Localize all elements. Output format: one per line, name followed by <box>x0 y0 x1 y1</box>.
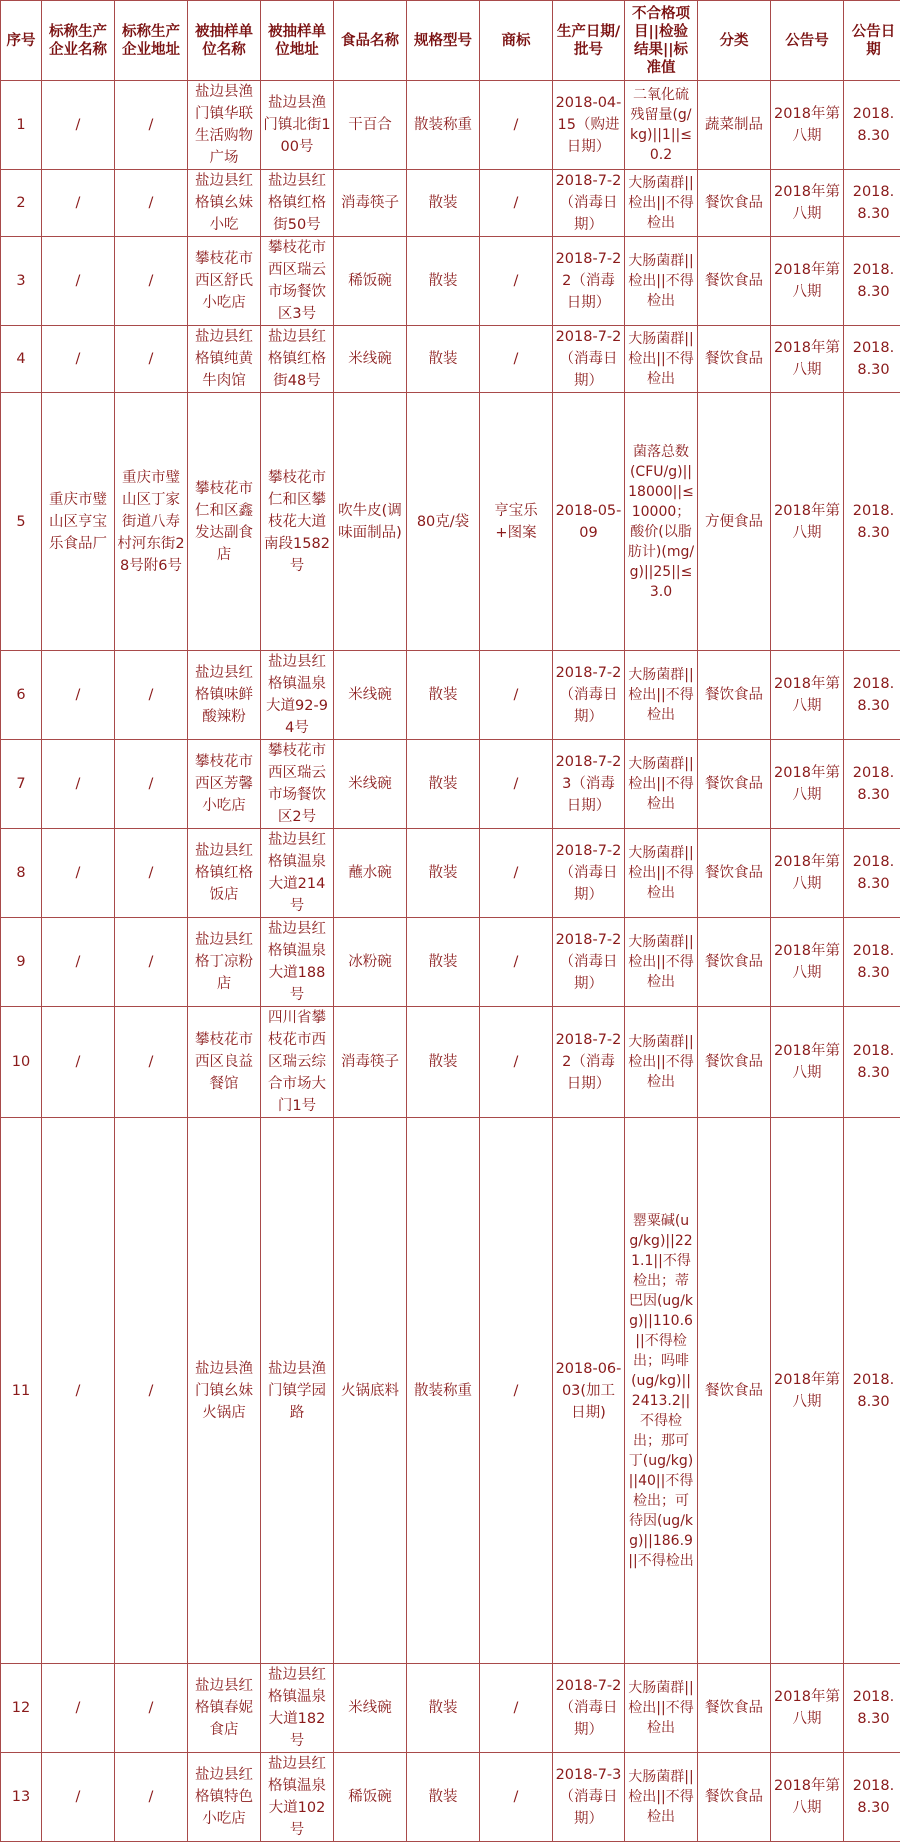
cell-sampled-unit-address: 盐边县红格镇温泉大道92-94号 <box>261 651 334 740</box>
cell-announcement-no: 2018年第八期 <box>771 1007 844 1118</box>
cell-sampled-unit-address: 盐边县渔门镇北街100号 <box>261 81 334 170</box>
header-nonconforming-item: 不合格项目||检验结果||标准值 <box>625 1 698 81</box>
cell-producer-name: / <box>42 237 115 326</box>
cell-announcement-no: 2018年第八期 <box>771 170 844 237</box>
cell-announcement-date: 2018.8.30 <box>844 1753 900 1842</box>
cell-food-name: 米线碗 <box>334 326 407 393</box>
cell-announcement-no: 2018年第八期 <box>771 326 844 393</box>
cell-spec: 80克/袋 <box>407 393 480 651</box>
cell-sampled-unit-name: 盐边县红格镇纯黄牛肉馆 <box>188 326 261 393</box>
cell-food-name: 米线碗 <box>334 740 407 829</box>
table-row <box>1 740 900 829</box>
cell-nonconforming-item: 菌落总数(CFU/g)||18000||≤10000；酸价(以脂肪计)(mg/g)||25||≤3.0 <box>625 393 698 651</box>
header-announcement-date: 公告日期 <box>844 1 900 81</box>
cell-sampled-unit-name: 盐边县渔门镇华联生活购物广场 <box>188 81 261 170</box>
header-sampled-unit-name: 被抽样单位名称 <box>188 1 261 81</box>
cell-nonconforming-item: 大肠菌群||检出||不得检出 <box>625 651 698 740</box>
cell-sampled-unit-name: 攀枝花市西区芳馨小吃店 <box>188 740 261 829</box>
cell-index: 7 <box>1 740 42 829</box>
cell-brand: / <box>480 1007 553 1118</box>
cell-announcement-date: 2018.8.30 <box>844 237 900 326</box>
cell-food-name: 蘸水碗 <box>334 829 407 918</box>
table-row <box>1 326 900 393</box>
cell-nonconforming-item: 大肠菌群||检出||不得检出 <box>625 740 698 829</box>
cell-sampled-unit-address: 盐边县红格镇温泉大道188号 <box>261 918 334 1007</box>
cell-announcement-no: 2018年第八期 <box>771 918 844 1007</box>
cell-spec: 散装称重 <box>407 81 480 170</box>
cell-brand: / <box>480 918 553 1007</box>
cell-category: 餐饮食品 <box>698 829 771 918</box>
cell-producer-name: / <box>42 81 115 170</box>
cell-producer-address: / <box>115 1664 188 1753</box>
cell-production-date: 2018-04-15（购进日期） <box>553 81 625 170</box>
header-spec: 规格型号 <box>407 1 480 81</box>
cell-nonconforming-item: 罂粟碱(ug/kg)||221.1||不得检出；蒂巴因(ug/kg)||110.6||不得检出；吗啡(ug/kg)||2413.2||不得检出；那可丁(ug/kg)||40||不得检出；可待因(ug/kg)||186.9||不得检出 <box>625 1118 698 1664</box>
cell-spec: 散装 <box>407 170 480 237</box>
cell-nonconforming-item: 二氧化硫残留量(g/kg)||1||≤0.2 <box>625 81 698 170</box>
cell-category: 餐饮食品 <box>698 170 771 237</box>
cell-announcement-date: 2018.8.30 <box>844 393 900 651</box>
cell-announcement-no: 2018年第八期 <box>771 1753 844 1842</box>
table-row <box>1 170 900 237</box>
cell-index: 5 <box>1 393 42 651</box>
cell-nonconforming-item: 大肠菌群||检出||不得检出 <box>625 829 698 918</box>
cell-sampled-unit-name: 攀枝花市西区舒氏小吃店 <box>188 237 261 326</box>
table-row <box>1 1753 900 1842</box>
cell-announcement-no: 2018年第八期 <box>771 1118 844 1664</box>
cell-sampled-unit-address: 盐边县红格镇温泉大道214号 <box>261 829 334 918</box>
cell-spec: 散装称重 <box>407 1118 480 1664</box>
cell-nonconforming-item: 大肠菌群||检出||不得检出 <box>625 237 698 326</box>
cell-producer-address: / <box>115 237 188 326</box>
cell-announcement-date: 2018.8.30 <box>844 740 900 829</box>
cell-sampled-unit-name: 盐边县渔门镇幺妹火锅店 <box>188 1118 261 1664</box>
cell-producer-name: / <box>42 1664 115 1753</box>
cell-producer-name: / <box>42 918 115 1007</box>
cell-production-date: 2018-06-03(加工日期) <box>553 1118 625 1664</box>
cell-sampled-unit-name: 盐边县红格镇幺妹小吃 <box>188 170 261 237</box>
cell-brand: / <box>480 1118 553 1664</box>
cell-producer-address: 重庆市璧山区丁家街道八寿村河东街28号附6号 <box>115 393 188 651</box>
cell-sampled-unit-address: 四川省攀枝花市西区瑞云综合市场大门1号 <box>261 1007 334 1118</box>
cell-brand: / <box>480 81 553 170</box>
cell-spec: 散装 <box>407 237 480 326</box>
cell-sampled-unit-address: 盐边县红格镇红格街48号 <box>261 326 334 393</box>
header-category: 分类 <box>698 1 771 81</box>
cell-production-date: 2018-7-2（消毒日期） <box>553 829 625 918</box>
cell-food-name: 干百合 <box>334 81 407 170</box>
cell-nonconforming-item: 大肠菌群||检出||不得检出 <box>625 918 698 1007</box>
cell-sampled-unit-address: 盐边县红格镇温泉大道182号 <box>261 1664 334 1753</box>
cell-food-name: 米线碗 <box>334 651 407 740</box>
cell-index: 9 <box>1 918 42 1007</box>
cell-production-date: 2018-7-2（消毒日期） <box>553 326 625 393</box>
cell-announcement-date: 2018.8.30 <box>844 81 900 170</box>
cell-sampled-unit-name: 攀枝花市西区良益餐馆 <box>188 1007 261 1118</box>
table-row <box>1 651 900 740</box>
cell-production-date: 2018-7-22（消毒日期） <box>553 1007 625 1118</box>
cell-nonconforming-item: 大肠菌群||检出||不得检出 <box>625 1753 698 1842</box>
cell-announcement-no: 2018年第八期 <box>771 393 844 651</box>
cell-food-name: 火锅底料 <box>334 1118 407 1664</box>
table-row <box>1 1664 900 1753</box>
cell-brand: / <box>480 740 553 829</box>
cell-producer-address: / <box>115 81 188 170</box>
cell-production-date: 2018-7-2（消毒日期） <box>553 1664 625 1753</box>
cell-spec: 散装 <box>407 829 480 918</box>
cell-category: 餐饮食品 <box>698 651 771 740</box>
cell-sampled-unit-address: 盐边县红格镇温泉大道102号 <box>261 1753 334 1842</box>
cell-brand: / <box>480 1753 553 1842</box>
cell-category: 方便食品 <box>698 393 771 651</box>
cell-producer-name: / <box>42 651 115 740</box>
cell-sampled-unit-name: 盐边县红格镇特色小吃店 <box>188 1753 261 1842</box>
cell-announcement-date: 2018.8.30 <box>844 651 900 740</box>
cell-sampled-unit-name: 盐边县红格镇红格饭店 <box>188 829 261 918</box>
cell-announcement-no: 2018年第八期 <box>771 81 844 170</box>
cell-nonconforming-item: 大肠菌群||检出||不得检出 <box>625 1664 698 1753</box>
cell-brand: / <box>480 651 553 740</box>
cell-production-date: 2018-7-2（消毒日期） <box>553 918 625 1007</box>
header-row <box>1 1 900 81</box>
cell-producer-address: / <box>115 918 188 1007</box>
cell-spec: 散装 <box>407 1664 480 1753</box>
cell-sampled-unit-name: 盐边县红格丁凉粉店 <box>188 918 261 1007</box>
cell-brand: / <box>480 1664 553 1753</box>
cell-production-date: 2018-7-23（消毒日期） <box>553 740 625 829</box>
header-brand: 商标 <box>480 1 553 81</box>
cell-announcement-no: 2018年第八期 <box>771 1664 844 1753</box>
cell-spec: 散装 <box>407 1753 480 1842</box>
cell-spec: 散装 <box>407 1007 480 1118</box>
cell-brand: / <box>480 170 553 237</box>
cell-index: 3 <box>1 237 42 326</box>
cell-production-date: 2018-7-3（消毒日期） <box>553 1753 625 1842</box>
cell-production-date: 2018-7-2（消毒日期） <box>553 651 625 740</box>
header-producer-address: 标称生产企业地址 <box>115 1 188 81</box>
cell-producer-address: / <box>115 1753 188 1842</box>
cell-brand: / <box>480 829 553 918</box>
cell-producer-name: / <box>42 1118 115 1664</box>
cell-producer-address: / <box>115 326 188 393</box>
cell-producer-address: / <box>115 740 188 829</box>
cell-food-name: 稀饭碗 <box>334 237 407 326</box>
cell-index: 6 <box>1 651 42 740</box>
cell-announcement-date: 2018.8.30 <box>844 326 900 393</box>
cell-announcement-no: 2018年第八期 <box>771 651 844 740</box>
cell-producer-address: / <box>115 829 188 918</box>
cell-category: 餐饮食品 <box>698 740 771 829</box>
cell-sampled-unit-address: 盐边县渔门镇学园路 <box>261 1118 334 1664</box>
cell-producer-name: / <box>42 1007 115 1118</box>
header-food-name: 食品名称 <box>334 1 407 81</box>
cell-nonconforming-item: 大肠菌群||检出||不得检出 <box>625 1007 698 1118</box>
cell-index: 2 <box>1 170 42 237</box>
header-producer-name: 标称生产企业名称 <box>42 1 115 81</box>
cell-announcement-no: 2018年第八期 <box>771 740 844 829</box>
cell-food-name: 冰粉碗 <box>334 918 407 1007</box>
cell-index: 4 <box>1 326 42 393</box>
cell-category: 餐饮食品 <box>698 918 771 1007</box>
cell-announcement-date: 2018.8.30 <box>844 918 900 1007</box>
table-row <box>1 81 900 170</box>
cell-producer-name: / <box>42 326 115 393</box>
cell-category: 餐饮食品 <box>698 237 771 326</box>
header-production-date: 生产日期/批号 <box>553 1 625 81</box>
cell-category: 餐饮食品 <box>698 1118 771 1664</box>
cell-food-name: 米线碗 <box>334 1664 407 1753</box>
table-row <box>1 1007 900 1118</box>
cell-index: 11 <box>1 1118 42 1664</box>
cell-food-name: 稀饭碗 <box>334 1753 407 1842</box>
cell-brand: 亨宝乐+图案 <box>480 393 553 651</box>
cell-nonconforming-item: 大肠菌群||检出||不得检出 <box>625 326 698 393</box>
cell-food-name: 消毒筷子 <box>334 1007 407 1118</box>
cell-spec: 散装 <box>407 326 480 393</box>
header-index: 序号 <box>1 1 42 81</box>
cell-index: 13 <box>1 1753 42 1842</box>
header-announcement-no: 公告号 <box>771 1 844 81</box>
cell-index: 1 <box>1 81 42 170</box>
cell-category: 蔬菜制品 <box>698 81 771 170</box>
cell-food-name: 消毒筷子 <box>334 170 407 237</box>
cell-spec: 散装 <box>407 918 480 1007</box>
header-sampled-unit-address: 被抽样单位地址 <box>261 1 334 81</box>
cell-sampled-unit-address: 攀枝花市西区瑞云市场餐饮区3号 <box>261 237 334 326</box>
cell-sampled-unit-name: 盐边县红格镇春妮食店 <box>188 1664 261 1753</box>
cell-announcement-date: 2018.8.30 <box>844 170 900 237</box>
cell-sampled-unit-address: 攀枝花市仁和区攀枝花大道南段1582号 <box>261 393 334 651</box>
cell-announcement-date: 2018.8.30 <box>844 1118 900 1664</box>
table-row <box>1 918 900 1007</box>
cell-sampled-unit-address: 攀枝花市西区瑞云市场餐饮区2号 <box>261 740 334 829</box>
cell-producer-name: / <box>42 170 115 237</box>
cell-category: 餐饮食品 <box>698 1664 771 1753</box>
cell-announcement-date: 2018.8.30 <box>844 1664 900 1753</box>
cell-index: 10 <box>1 1007 42 1118</box>
cell-sampled-unit-name: 攀枝花市仁和区鑫发达副食店 <box>188 393 261 651</box>
cell-brand: / <box>480 237 553 326</box>
cell-sampled-unit-address: 盐边县红格镇红格街50号 <box>261 170 334 237</box>
cell-spec: 散装 <box>407 651 480 740</box>
cell-announcement-no: 2018年第八期 <box>771 829 844 918</box>
cell-producer-address: / <box>115 1118 188 1664</box>
table-row <box>1 1118 900 1664</box>
cell-producer-name: / <box>42 740 115 829</box>
cell-producer-name: 重庆市璧山区亨宝乐食品厂 <box>42 393 115 651</box>
cell-announcement-no: 2018年第八期 <box>771 237 844 326</box>
cell-announcement-date: 2018.8.30 <box>844 829 900 918</box>
cell-producer-name: / <box>42 1753 115 1842</box>
cell-category: 餐饮食品 <box>698 326 771 393</box>
cell-production-date: 2018-7-2（消毒日期） <box>553 170 625 237</box>
cell-category: 餐饮食品 <box>698 1753 771 1842</box>
cell-brand: / <box>480 326 553 393</box>
cell-spec: 散装 <box>407 740 480 829</box>
cell-index: 8 <box>1 829 42 918</box>
cell-category: 餐饮食品 <box>698 1007 771 1118</box>
cell-production-date: 2018-05-09 <box>553 393 625 651</box>
cell-food-name: 吹牛皮(调味面制品) <box>334 393 407 651</box>
table-row <box>1 237 900 326</box>
cell-announcement-date: 2018.8.30 <box>844 1007 900 1118</box>
cell-producer-name: / <box>42 829 115 918</box>
table-row <box>1 393 900 651</box>
table-row <box>1 829 900 918</box>
cell-nonconforming-item: 大肠菌群||检出||不得检出 <box>625 170 698 237</box>
cell-sampled-unit-name: 盐边县红格镇味鲜酸辣粉 <box>188 651 261 740</box>
cell-producer-address: / <box>115 1007 188 1118</box>
cell-producer-address: / <box>115 651 188 740</box>
cell-index: 12 <box>1 1664 42 1753</box>
cell-production-date: 2018-7-22（消毒日期） <box>553 237 625 326</box>
cell-producer-address: / <box>115 170 188 237</box>
